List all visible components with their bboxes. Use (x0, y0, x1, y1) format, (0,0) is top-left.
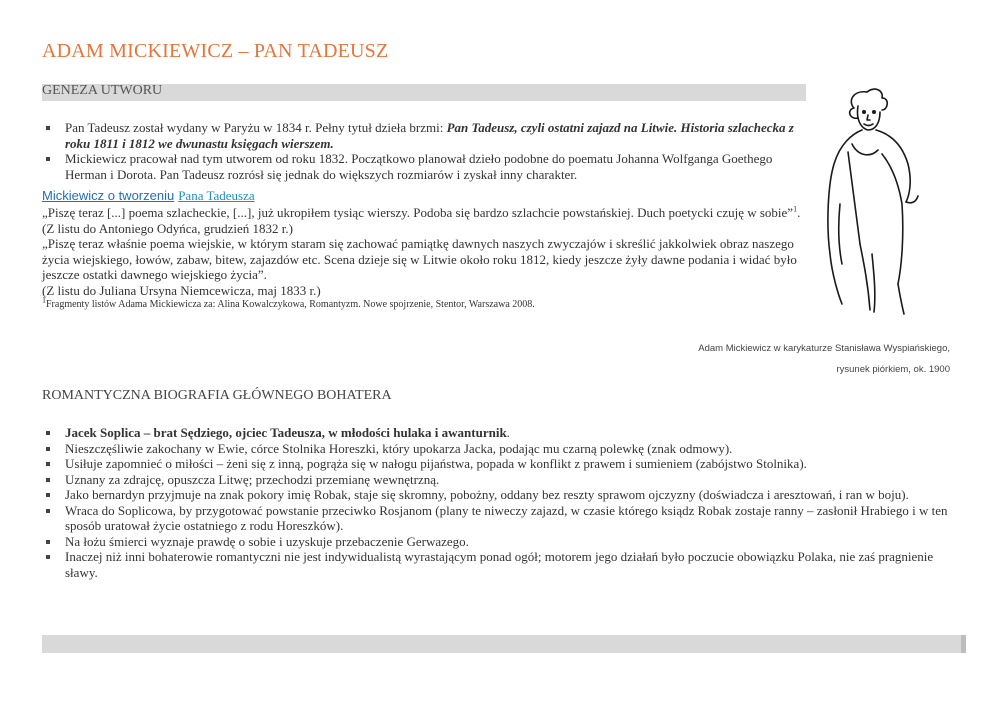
section-heading-biografia: ROMANTYCZNA BIOGRAFIA GŁÓWNEGO BOHATERA (42, 388, 392, 403)
footnote (42, 295, 802, 311)
list-item (42, 120, 802, 151)
bullet-text: Nieszczęśliwie zakochany w Ewie, córce Stolnika Horeszki, który upokarza Jacka, podając mu czarną polewkę (znak odmowy). (65, 440, 733, 456)
footnote-text: Fragmenty listów Adama Mickiewicza za: Alina Kowalczykowa, Romantyzm. Nowe spojrzenie, Stentor, Warszawa 2008. (46, 299, 535, 310)
bullet-text: Wraca do Soplicowa, by przygotować powstanie przeciwko Rosjanom (plany te niweczy zajazd, w czasie którego ksiądz Robak zostaje ranny – zasłonił Hrabiego i w ten sposób uratował życie ostatniego z rodu Horeszków). (65, 502, 948, 533)
bullet-text: Jako bernardyn przyjmuje na znak pokory imię Robak, staje się skromny, pobożny, oddany bez reszty sprawom ojczyzny (doświadcza i aresztowań, i ran w boju). (65, 487, 909, 502)
quote-1-source: (Z listu do Antoniego Odyńca, grudzień 1832 r.) (42, 220, 293, 236)
bullet-text: Pan Tadeusz został wydany w Paryżu w 1834 r. Pełny tytuł dzieła brzmi: (65, 120, 447, 135)
footer-bar (42, 635, 966, 653)
footnote-number: 1 (42, 295, 46, 305)
list-item (42, 534, 962, 550)
links-line (42, 187, 255, 205)
document-title: ADAM MICKIEWICZ – PAN TADEUSZ (42, 40, 389, 62)
caricature-sketch-icon (812, 84, 952, 324)
bullet-text: Na łożu śmierci wyznaje prawdę o sobie i uzyskuje przebaczenie Gerwazego. (65, 533, 469, 549)
full-title-text: Pan Tadeusz, czyli ostatni zajazd na Litwie. Historia szlachecka z roku 1811 i 1812 we dwunastu księgach wierszem. (65, 120, 794, 151)
link-pana-tadeusza[interactable]: Pana Tadeusza (178, 188, 255, 203)
bullet-text: Inaczej niż inni bohaterowie romantyczni nie jest indywidualistą wyrastającym ponad ogół; motorem jego działań było poczucie obowiązku Polaka, nie zaś pragnienie sławy. (65, 549, 934, 580)
footnote-marker: 1 (793, 204, 798, 214)
quote-1 (42, 205, 802, 221)
bullet-text: . (506, 425, 510, 440)
bullet-text: Uznany za zdrajcę, opuszcza Litwę; przechodzi przemianę wewnętrzną. (65, 471, 440, 487)
quote-2: „Piszę teraz właśnie poema wiejskie, w którym staram się zachować pamiątkę dawnych naszych zwyczajów i skreślić jakkolwiek obraz naszego życia wiejskiego, łowów, zabaw, bitew, zajazdów etc. Scena dzieje się w Litwie około roku 1812, kiedy jeszcze żyły dawne podania i widać było jeszcze ostatki dawnego wiejskiego życia”. (42, 236, 797, 282)
bullet-text: Usiłuje zapomnieć o miłości – żeni się z inną, pogrąża się w nałogu pijaństwa, popada w konflikt z prawem i sumieniem (zabójstwo Stolnika). (65, 456, 807, 471)
biografia-bullet-list (42, 425, 962, 580)
bullet-text: Mickiewicz pracował nad tym utworem od roku 1832. Początkowo planował dzieło podobne do poematu Johanna Wolfganga Goethego Herman i Dorota. Pan Tadeusz rozrósł się jednak do większych rozmiarów i zyskał inny charakter. (65, 151, 773, 182)
footer-bar-edge (961, 635, 966, 653)
illustration-caption-line1: Adam Mickiewicz w karykaturze Stanisława Wyspiańskiego, (698, 343, 950, 354)
quote-2-source: (Z listu do Juliana Ursyna Niemcewicza, maj 1833 r.) (42, 282, 321, 298)
quote-1-end: . (797, 205, 801, 220)
list-item (42, 487, 962, 503)
list-item (42, 472, 962, 488)
section-header-bar (42, 84, 806, 101)
list-item (42, 456, 962, 472)
list-item (42, 441, 962, 457)
section-heading-geneza: GENEZA UTWORU (42, 83, 163, 98)
bullet-bold-text: Jacek Soplica – brat Sędziego, ojciec Tadeusza, w młodości hulaka i awanturnik (65, 425, 507, 440)
list-item (42, 503, 962, 534)
list-item (42, 425, 962, 441)
link-mickiewicz-o-tworzeniu[interactable]: Mickiewicz o tworzeniu (42, 188, 175, 203)
quote-1-text: „Piszę teraz [...] poema szlacheckie, [...], już ukropiłem tysiąc wierszy. Podoba się bardzo szlachcie powstańskiej. Duch poetycki czuję w sobie” (42, 205, 794, 220)
list-item (42, 549, 962, 580)
illustration-caption-line2: rysunek piórkiem, ok. 1900 (836, 364, 950, 375)
geneza-bullet-list (42, 120, 802, 182)
list-item (42, 151, 802, 182)
quotes-block (42, 205, 802, 311)
